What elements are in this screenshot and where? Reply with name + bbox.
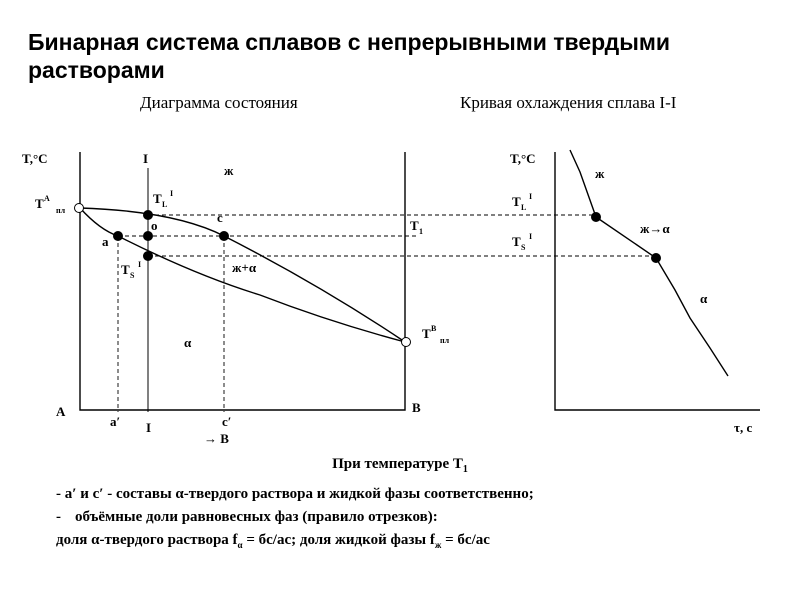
svg-text:T: T <box>422 326 431 341</box>
corner-b-label: B <box>412 400 421 415</box>
tb-melting-label <box>422 324 450 345</box>
temperature-caption: При температуре $T_1$ <box>332 456 468 475</box>
tl-label <box>153 189 173 209</box>
phase-y-axis-label: T,°C <box>22 151 48 166</box>
note-line-3: доля α-твердого раствора $f_\alpha = бс/ас$; доля жидкой фазы $f_ж = бс/ас$ <box>56 532 490 550</box>
ta-melting-label <box>35 194 66 215</box>
svg-text:A: A <box>44 194 50 203</box>
note-line-1: - a′ и c′ - составы α-твердого раствора и жидкой фазы соответственно; <box>56 486 534 502</box>
note-line-2: - объёмные доли равновесных фаз (правило отрезков): <box>56 509 438 525</box>
region-liquid-label: ж <box>224 163 234 178</box>
point-c-marker <box>219 231 229 241</box>
svg-text:I: I <box>138 260 142 269</box>
svg-text:I: I <box>529 232 533 241</box>
ts-point-marker <box>143 251 153 261</box>
corner-a-label: A <box>56 404 66 419</box>
svg-text:T: T <box>35 196 44 211</box>
cooling-tl-label <box>512 192 532 212</box>
t1-label <box>410 218 423 236</box>
svg-text:пл: пл <box>440 336 450 345</box>
region-solid-label: α <box>184 335 192 350</box>
cooling-solid-label: α <box>700 291 708 306</box>
point-c-label: c <box>217 210 223 225</box>
notes-block <box>56 483 776 557</box>
arrow-b-label: → B <box>204 431 229 446</box>
point-o-label: о <box>151 218 158 233</box>
svg-text:B: B <box>431 324 437 333</box>
point-a-marker <box>113 231 123 241</box>
svg-text:T: T <box>512 194 521 209</box>
a-prime-label: a′ <box>110 414 121 429</box>
phase-diagram-axes <box>80 152 405 410</box>
cooling-curve-axes <box>555 152 760 410</box>
alloy-label-bottom: I <box>146 420 152 435</box>
cooling-transition-label: ж→α <box>640 221 670 236</box>
tb-melting-point-marker <box>402 338 411 347</box>
ta-melting-point-marker <box>75 204 84 213</box>
cooling-ts-marker <box>651 253 661 263</box>
svg-text:T: T <box>410 218 419 233</box>
phase-diagram-subtitle: Диаграмма состояния <box>140 93 298 112</box>
point-a-label: a <box>102 234 109 249</box>
svg-text:пл: пл <box>56 206 66 215</box>
cooling-curve-subtitle: Кривая охлаждения сплава I-I <box>460 93 677 112</box>
svg-text:I: I <box>529 192 533 201</box>
svg-text:S: S <box>521 243 526 252</box>
cooling-liquid-label: ж <box>595 166 605 181</box>
cooling-tl-marker <box>591 212 601 222</box>
svg-text:L: L <box>162 200 168 209</box>
region-two-phase-label: ж+α <box>232 260 257 275</box>
cooling-curve-line <box>570 150 728 376</box>
svg-text:T: T <box>153 191 162 206</box>
svg-text:I: I <box>170 189 174 198</box>
c-prime-label: c′ <box>222 414 232 429</box>
svg-text:T: T <box>121 262 130 277</box>
slide-title: Бинарная система сплавов с непрерывными твердыми растворами <box>28 29 671 83</box>
cooling-x-axis-label: τ, с <box>734 420 753 435</box>
cooling-y-axis-label: T,°C <box>510 151 536 166</box>
alloy-label-top: I <box>143 151 149 166</box>
cooling-ts-label <box>512 232 532 252</box>
svg-text:1: 1 <box>419 227 423 236</box>
svg-text:L: L <box>521 203 527 212</box>
svg-text:S: S <box>130 271 135 280</box>
ts-label <box>121 260 141 280</box>
svg-text:T: T <box>512 234 521 249</box>
